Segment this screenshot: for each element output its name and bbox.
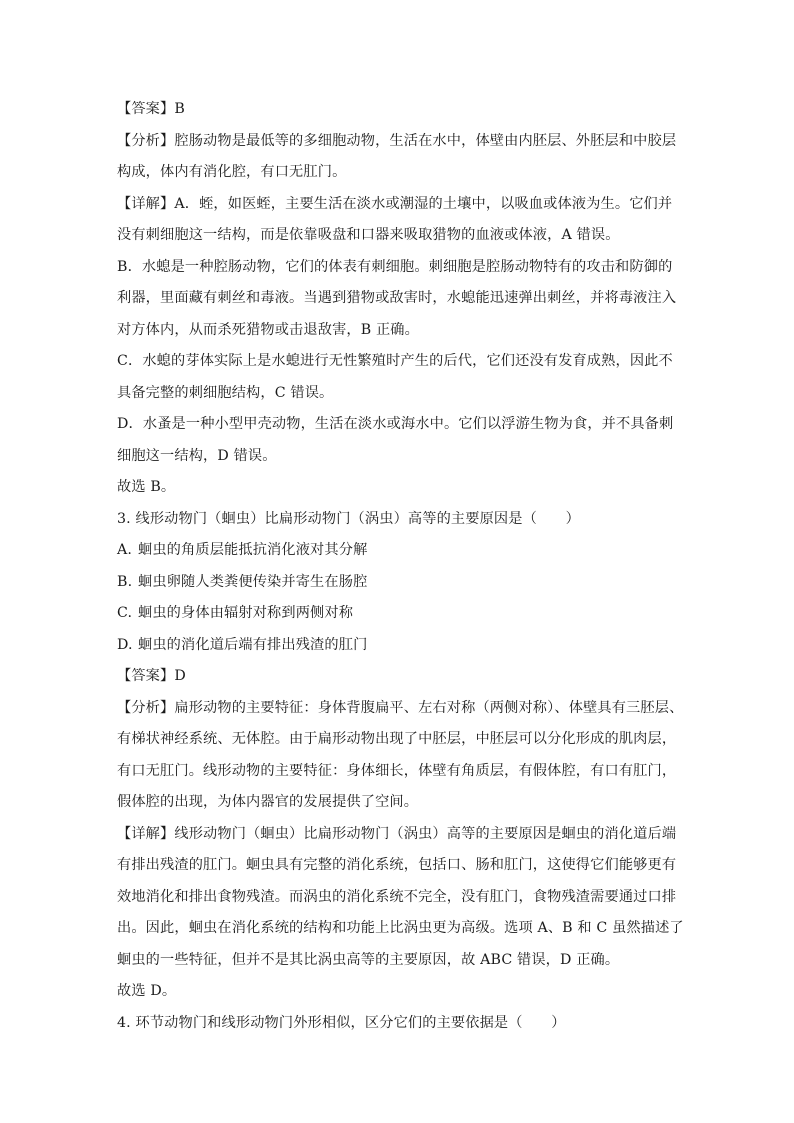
analysis-line: 有梯状神经系统、无体腔。由于扁形动物出现了中胚层，中胚层可以分化形成的肌肉层， bbox=[117, 731, 677, 747]
analysis-line: 【分析】腔肠动物是最低等的多细胞动物，生活在水中，体壁由内胚层、外胚层和中胶层 bbox=[117, 132, 677, 149]
option-letter: B. bbox=[117, 573, 133, 590]
conclusion-line: 故选 D。 bbox=[117, 983, 177, 999]
detail-line: 出。因此，蛔虫在消化系统的结构和功能上比涡虫更为高级。选项 A、B 和 C 虽然描述了 bbox=[117, 920, 684, 936]
question-stem: 4. 环节动物门和线形动物门外形相似，区分它们的主要依据是（ ） bbox=[117, 1014, 566, 1031]
detail-line: 蛔虫的一些特征，但并不是其比涡虫高等的主要原因，故 ABC 错误，D 正确。 bbox=[117, 951, 620, 968]
detail-line: 【详解】线形动物门（蛔虫）比扁形动物门（涡虫）高等的主要原因是蛔虫的消化道后端 bbox=[117, 825, 677, 842]
answer-line: 【答案】D bbox=[117, 668, 186, 684]
detail-line: 效地消化和排出食物残渣。而涡虫的消化系统不完全，没有肛门，食物残渣需要通过口排 bbox=[117, 888, 677, 905]
option-text: 蛔虫的角质层能抵抗消化液对其分解 bbox=[138, 542, 368, 558]
option-letter: C. bbox=[117, 605, 133, 621]
option-b bbox=[117, 572, 677, 593]
option-a bbox=[117, 540, 677, 561]
option-text: 蛔虫卵随人类粪便传染并寄生在肠腔 bbox=[138, 573, 368, 590]
detail-line: 没有刺细胞这一结构，而是依靠吸盘和口器来吸取猎物的血液或体液，A 错误。 bbox=[117, 227, 620, 243]
detail-line: 对方体内，从而杀死猎物或击退敌害，B 正确。 bbox=[117, 321, 419, 338]
question-stem: 3. 线形动物门（蛔虫）比扁形动物门（涡虫）高等的主要原因是（ ） bbox=[117, 510, 580, 527]
detail-line: 利器，里面藏有刺丝和毒液。当遇到猎物或敌害时，水螅能迅速弹出刺丝，并将毒液注入 bbox=[117, 290, 677, 306]
option-d bbox=[117, 635, 677, 656]
detail-line: 有排出残渣的肛门。蛔虫具有完整的消化系统，包括口、肠和肛门，这使得它们能够更有 bbox=[117, 857, 677, 873]
option-text: 蛔虫的身体由辐射对称到两侧对称 bbox=[138, 605, 354, 621]
option-letter: D. bbox=[117, 636, 133, 653]
detail-line: C．水螅的芽体实际上是水螅进行无性繁殖时产生的后代，它们还没有发育成熟，因此不 bbox=[117, 353, 673, 369]
detail-line: 细胞这一结构，D 错误。 bbox=[117, 447, 277, 464]
analysis-line: 构成，体内有消化腔，有口无肛门。 bbox=[117, 164, 347, 180]
option-letter: A. bbox=[117, 542, 133, 558]
option-c bbox=[117, 603, 677, 624]
option-text: 蛔虫的消化道后端有排出残渣的肛门 bbox=[138, 636, 368, 653]
analysis-line: 【分析】扁形动物的主要特征：身体背腹扁平、左右对称（两侧对称）、体壁具有三胚层、 bbox=[117, 699, 684, 716]
detail-line: 具备完整的刺细胞结构，C 错误。 bbox=[117, 384, 334, 401]
detail-line: 【详解】A．蛭，如医蛭，主要生活在淡水或潮湿的土壤中，以吸血或体液为生。它们并 bbox=[117, 195, 673, 212]
analysis-line: 有口无肛门。线形动物的主要特征：身体细长，体壁有角质层，有假体腔，有口有肛门， bbox=[117, 762, 677, 779]
detail-line: B．水螅是一种腔肠动物，它们的体表有刺细胞。刺细胞是腔肠动物特有的攻击和防御的 bbox=[117, 258, 673, 275]
analysis-line: 假体腔的出现，为体内器官的发展提供了空间。 bbox=[117, 794, 419, 810]
answer-line: 【答案】B bbox=[117, 101, 185, 117]
document-page bbox=[117, 99, 684, 1034]
conclusion-line: 故选 B。 bbox=[117, 479, 176, 495]
detail-line: D．水蚤是一种小型甲壳动物，生活在淡水或海水中。它们以浮游生物为食，并不具备刺 bbox=[117, 416, 674, 432]
